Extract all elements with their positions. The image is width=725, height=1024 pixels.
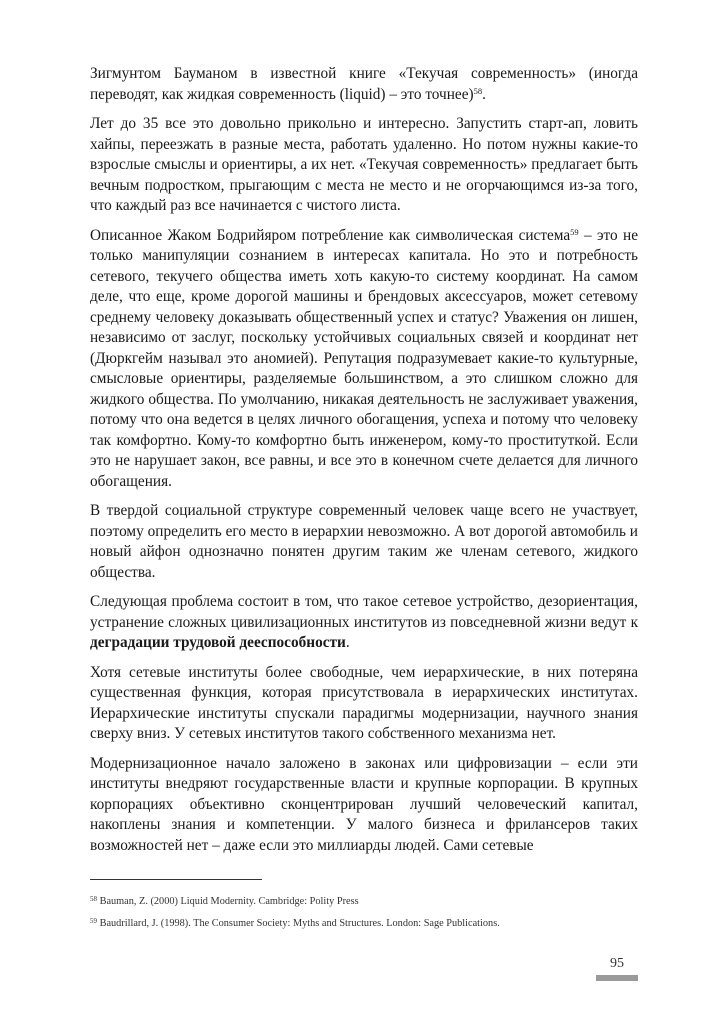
paragraph-6: Хотя сетевые институты более свободные, чем иерархические, в них потеряна существенная функция, которая присутствовала в иерархических институтах. Иерархические институты спускали парадигмы модернизации, научного знания сверху вниз. У сетевых институтов такого собственного механизма нет. — [90, 663, 638, 742]
paragraph-7: Модернизационное начало заложено в законах или цифровизации – если эти институты внедряют государственные власти и крупные корпорации. В крупных корпорациях объективно сконцентрирован лучший человеческий капитал, накоплены знания и компетенции. У малого бизнеса и фрилансеров таких возможностей нет – даже если это миллиарды людей. Сами сетевые — [90, 754, 638, 854]
paragraph-2: Лет до 35 все это довольно прикольно и интересно. Запустить старт-ап, ловить хайпы, переезжать в разные места, работать удаленно. Но потом нужны какие-то взрослые смыслы и ориентиры, а их нет. «Текучая современность» предлагает быть вечным подростком, прыгающим с места не место и не огорчающимся из-за того, что каждый раз все начинается с чистого листа. — [90, 115, 638, 214]
footnote-number: 59 — [90, 917, 97, 925]
paragraph-3-text-before: Описанное Жаком Бодрийяром потребление как символическая система — [90, 226, 571, 244]
body-text — [90, 64, 638, 865]
footnote-text: Baudrillard, J. (1998). The Consumer Society: Myths and Structures. London: Sage Publications. — [97, 918, 500, 929]
paragraph-5 — [90, 592, 638, 654]
paragraph-5-bold-phrase: деградации трудовой дееспособности — [90, 634, 346, 651]
paragraph-1-text: Зигмунтом Бауманом в известной книге «Текучая современность» (иногда переводят, как жидкая современность (liquid) – это точнее) — [90, 65, 638, 103]
page-number: 95 — [610, 956, 624, 971]
paragraph-5-text-after: . — [345, 634, 350, 651]
paragraph-1 — [90, 64, 638, 105]
footnote-58 — [90, 891, 650, 913]
footnote-ref-58[interactable]: 58 — [473, 85, 483, 96]
paragraph-5-text-before: Следующая проблема состоит в том, что такое сетевое устройство, дезориентация, устранение сложных цивилизационных институтов из повседневной жизни ведут к — [90, 593, 638, 631]
footnote-number: 58 — [90, 895, 97, 903]
paragraph-4: В твердой социальной структуре современный человек чаще всего не участвует, поэтому определить его место в иерархии невозможно. А вот дорогой автомобиль и новый айфон однозначно понятен другим таким же членам сетевого, жидкого общества. — [90, 502, 638, 581]
footnote-divider — [90, 879, 262, 880]
footnote-ref-59[interactable]: 59 — [570, 226, 579, 237]
paragraph-1-end: . — [482, 85, 486, 103]
page-number-bar — [596, 975, 638, 981]
paragraph-3-text-after: – это не только манипуляции сознанием в интересах капитала. Но это и потребность сетевого, текучего общества иметь хоть какую-то систему координат. На самом деле, что еще, кроме дорогой машины и брендовых аксессуаров, может сетевому среднему человеку доказывать общественный успех и статус? Уважения он лишен, независимо от заслуг, поскольку устойчивых социальных связей и координат нет (Дюркгейм называл это аномией). Репутация подразумевает какие-то культурные, смысловые ориентиры, разделяемые большинством, а это слишком сложно для жидкого общества. По умолчанию, никакая деятельность не заслуживает уважения, потому что она ведется в целях личного обогащения, успеха и потому что человеку так комфортно. Кому-то комфортно быть инженером, кому-то проституткой. Если это не нарушает закон, все равны, и все это в конечном счете делается для личного обогащения. — [90, 226, 638, 490]
footnote-text: Bauman, Z. (2000) Liquid Modernity. Cambridge: Polity Press — [97, 896, 359, 907]
footnote-59 — [90, 913, 650, 935]
footnotes — [90, 891, 650, 935]
paragraph-3 — [90, 226, 638, 493]
